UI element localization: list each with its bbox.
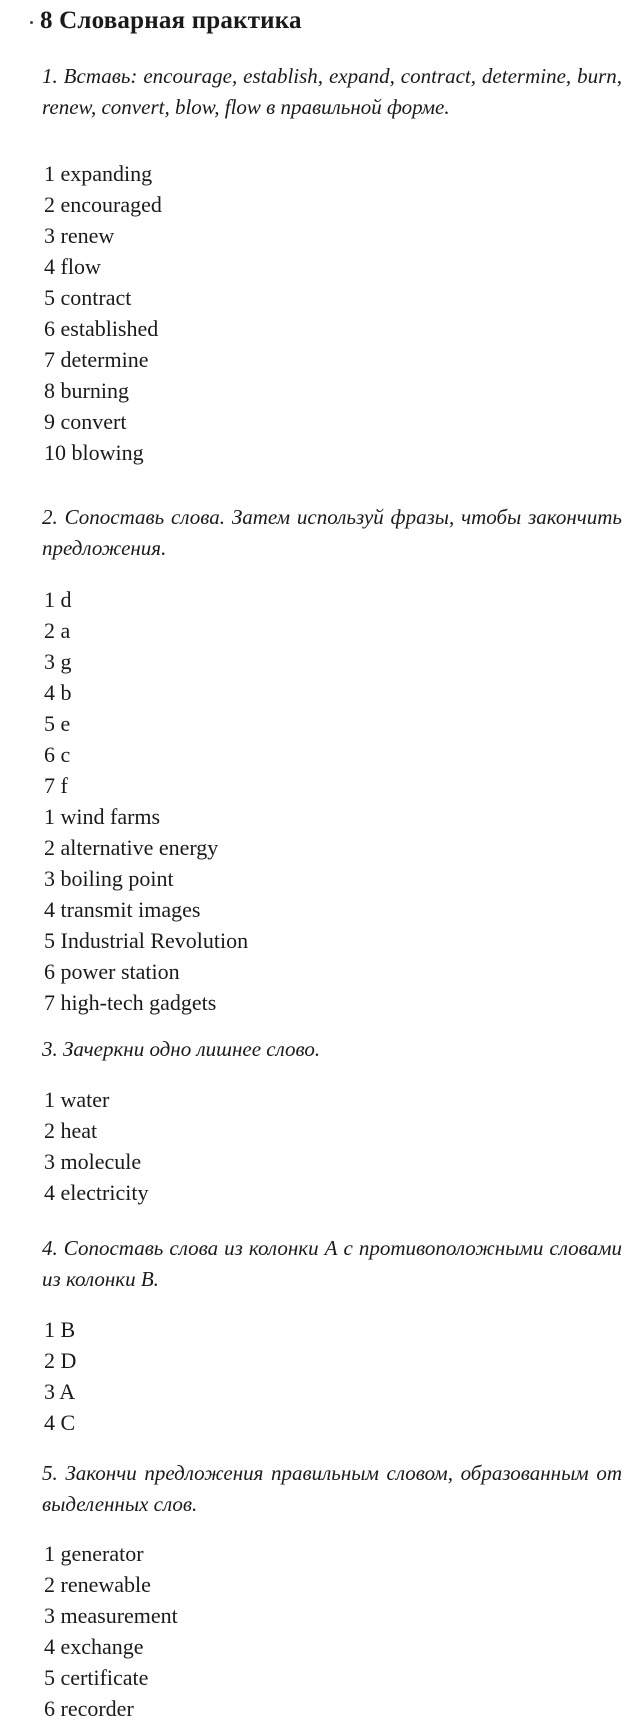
answer-item: 3 g [44, 649, 72, 674]
section-4-instruction: 4. Сопоставь слова из колонки А с противоположными словами из колонки В. [42, 1236, 622, 1291]
answer-item: 4 transmit images [44, 897, 201, 922]
answer-item: 1 wind farms [44, 804, 161, 829]
answer-item: 3 renew [44, 223, 115, 248]
answer-item: 1 d [44, 587, 72, 612]
section-2-instruction: 2. Сопоставь слова. Затем используй фразы, чтобы закончить предложения. [42, 505, 622, 560]
answer-item: 9 convert [44, 409, 127, 434]
section-3-answers [44, 1084, 148, 1208]
answer-item: 5 Industrial Revolution [44, 928, 249, 953]
answer-item: 6 c [44, 742, 71, 767]
margin-dot [30, 21, 33, 24]
answer-item: 6 recorder [44, 1696, 134, 1721]
answer-item: 5 e [44, 711, 71, 736]
answer-item: 1 generator [44, 1541, 144, 1566]
answer-item: 2 alternative energy [44, 835, 219, 860]
answer-item: 5 certificate [44, 1665, 149, 1690]
answer-item: 1 expanding [44, 161, 153, 186]
answer-item: 2 D [44, 1348, 77, 1373]
section-5-answers [44, 1538, 178, 1724]
answer-item: 1 B [44, 1317, 76, 1342]
answer-item: 2 encouraged [44, 192, 162, 217]
answer-item: 2 heat [44, 1118, 98, 1143]
page-title: 8 Словарная практика [40, 7, 302, 34]
answer-item: 3 measurement [44, 1603, 178, 1628]
answer-item: 4 flow [44, 254, 101, 279]
answer-item: 6 established [44, 316, 159, 341]
answer-item: 2 renewable [44, 1572, 151, 1597]
answer-item: 3 molecule [44, 1149, 142, 1174]
answer-item: 4 exchange [44, 1634, 144, 1659]
answer-item: 7 f [44, 773, 68, 798]
section-3-instruction: 3. Зачеркни одно лишнее слово. [42, 1037, 321, 1061]
answer-item: 8 burning [44, 378, 129, 403]
answer-item: 2 a [44, 618, 71, 643]
answer-item: 6 power station [44, 959, 180, 984]
answer-item: 5 contract [44, 285, 132, 310]
answer-item: 4 b [44, 680, 72, 705]
answer-item: 10 blowing [44, 440, 144, 465]
section-4-answers [44, 1314, 76, 1438]
answer-item: 7 high-tech gadgets [44, 990, 217, 1015]
answer-item: 7 determine [44, 347, 149, 372]
section-2-answers [44, 584, 248, 1018]
answer-item: 4 electricity [44, 1180, 149, 1205]
section-1-instruction: 1. Вставь: encourage, establish, expand, contract, determine, burn, renew, convert, blow, flow в правильной форме. [42, 64, 622, 119]
section-1-answers [44, 158, 162, 468]
answer-item: 3 A [44, 1379, 76, 1404]
answer-item: 3 boiling point [44, 866, 174, 891]
answer-item: 4 C [44, 1410, 76, 1435]
answer-item: 1 water [44, 1087, 110, 1112]
section-5-instruction: 5. Закончи предложения правильным словом, образованным от выделенных слов. [42, 1461, 622, 1516]
